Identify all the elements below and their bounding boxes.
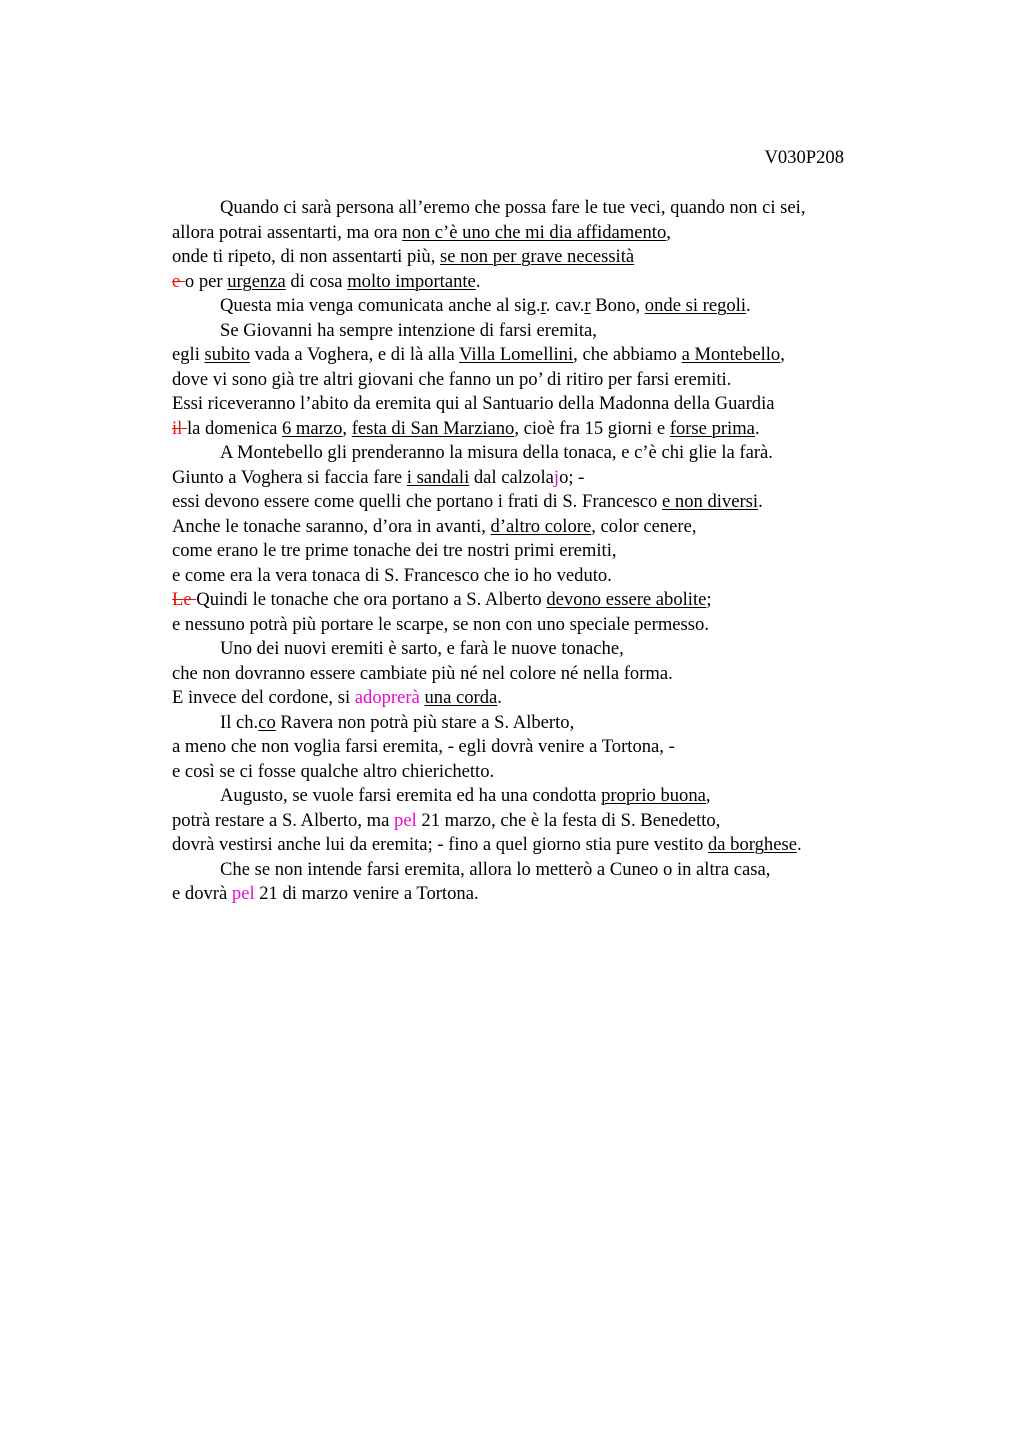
text-run: e nessuno potrà più portare le scarpe, se non con uno speciale permesso.: [172, 613, 709, 635]
text-run: Se Giovanni ha sempre intenzione di farsi eremita,: [220, 319, 597, 341]
deleted-text: e: [172, 270, 185, 292]
text-line: [172, 662, 892, 687]
inserted-text: j: [553, 466, 560, 488]
text-line: [172, 245, 892, 270]
text-line: [172, 588, 892, 613]
text-line: [172, 343, 892, 368]
text-run: o; -: [559, 466, 585, 488]
deleted-text: il: [172, 417, 187, 439]
text-line: [172, 711, 892, 736]
text-line: [172, 686, 892, 711]
text-run: di cosa: [285, 270, 348, 292]
text-line: [172, 270, 892, 295]
text-run: e dovrà: [172, 883, 232, 904]
text-line: [172, 466, 892, 491]
underlined-text: subito: [204, 344, 250, 365]
text-run: essi devono essere come quelli che portano i frati di S. Francesco: [172, 491, 663, 512]
text-run: .: [497, 687, 502, 708]
underlined-text: devono essere abolite: [546, 589, 707, 610]
text-line: [172, 613, 892, 638]
inserted-text: adoprerà: [354, 687, 420, 708]
text-line: [172, 539, 892, 564]
underlined-text: a Montebello: [681, 344, 781, 365]
text-run: e così se ci fosse qualche altro chierichetto.: [172, 760, 495, 782]
text-run: Uno dei nuovi eremiti è sarto, e farà le nuove tonache,: [220, 638, 624, 659]
underlined-text: proprio buona: [601, 785, 706, 806]
text-line: [172, 735, 892, 760]
text-line: [172, 221, 892, 246]
underlined-text: urgenza: [227, 270, 286, 292]
text-line: [172, 833, 892, 858]
deleted-text: Le: [172, 589, 197, 610]
text-line: [172, 858, 892, 883]
text-run: la domenica: [186, 417, 282, 439]
underlined-text: Villa Lomellini: [459, 344, 574, 365]
text-run: Giunto a Voghera si faccia fare: [172, 466, 407, 488]
inserted-text: pel: [231, 883, 255, 904]
text-run: . cav.: [545, 295, 585, 316]
text-run: .: [796, 834, 802, 855]
text-run: .: [758, 491, 763, 512]
underlined-text: molto importante: [347, 270, 476, 292]
underlined-text: non c’è uno che mi dia affidamento: [402, 221, 667, 243]
text-run: A Montebello gli prenderanno la misura della tonaca, e c’è chi glie la farà.: [220, 442, 773, 463]
letter-body: [172, 196, 892, 907]
text-run: .: [754, 417, 760, 439]
text-run: che non dovranno essere cambiate più né nel colore né nella forma.: [172, 662, 673, 684]
text-line: [172, 490, 892, 515]
text-run: Questa mia venga comunicata anche al sig.: [220, 295, 541, 316]
text-line: [172, 515, 892, 540]
text-run: Quando ci sarà persona all’eremo che possa fare le tue veci, quando non ci sei,: [220, 197, 806, 218]
text-line: [172, 760, 892, 785]
text-run: Ravera non potrà più stare a S. Alberto,: [275, 711, 575, 733]
text-run: onde ti ripeto, di non assentarti più,: [172, 246, 441, 267]
text-line: [172, 441, 892, 466]
text-run: , che abbiamo: [573, 344, 682, 365]
text-run: ,: [342, 417, 352, 439]
text-run: vada a Voghera, e di là alla: [250, 344, 460, 365]
text-run: Quindi le tonache che ora portano a S. Alberto: [196, 589, 547, 610]
text-run: ,: [780, 344, 785, 365]
text-line: [172, 564, 892, 589]
page-reference-id: V030P208: [764, 147, 844, 168]
text-line: [172, 196, 892, 221]
underlined-text: una corda: [424, 687, 498, 708]
text-line: [172, 882, 892, 907]
text-run: Che se non intende farsi eremita, allora lo metterò a Cuneo o in altra casa,: [220, 858, 771, 880]
text-run: .: [475, 270, 481, 292]
underlined-text: se non per grave necessità: [440, 246, 635, 267]
text-run: o per: [184, 270, 228, 292]
text-line: [172, 319, 892, 344]
text-run: ,: [666, 221, 671, 243]
text-run: allora potrai assentarti, ma ora: [172, 221, 403, 243]
text-run: Essi riceveranno l’abito da eremita qui al Santuario della Madonna della Guardia: [172, 393, 775, 414]
text-run: Augusto, se vuole farsi eremita ed ha una condotta: [220, 785, 602, 806]
text-line: [172, 809, 892, 834]
inserted-text: pel: [394, 809, 417, 831]
text-run: Bono,: [590, 295, 645, 316]
underlined-text: festa di San Marziano: [351, 417, 515, 439]
text-run: ,: [705, 785, 711, 806]
underlined-text: onde si regoli: [644, 295, 747, 316]
text-line: [172, 368, 892, 393]
text-line: [172, 294, 892, 319]
underlined-text: r: [540, 295, 546, 316]
underlined-text: forse prima: [669, 417, 755, 439]
text-run: come erano le tre prime tonache dei tre nostri primi eremiti,: [172, 540, 617, 561]
underlined-text: r: [584, 295, 591, 316]
text-line: [172, 784, 892, 809]
text-line: [172, 637, 892, 662]
underlined-text: e non diversi: [662, 491, 759, 512]
text-run: , cioè fra 15 giorni e: [514, 417, 670, 439]
text-line: [172, 417, 892, 442]
text-run: dove vi sono già tre altri giovani che fanno un po’ di ritiro per farsi eremiti.: [172, 368, 732, 390]
text-run: dal calzola: [469, 466, 554, 488]
text-run: a meno che non voglia farsi eremita, - egli dovrà venire a Tortona, -: [172, 736, 675, 757]
text-run: potrà restare a S. Alberto, ma: [172, 809, 395, 831]
underlined-text: i sandali: [406, 466, 470, 488]
underlined-text: co: [258, 711, 276, 733]
text-line: [172, 392, 892, 417]
underlined-text: d’altro colore: [490, 515, 592, 537]
text-run: Il ch.: [220, 711, 259, 733]
text-run: egli: [172, 344, 205, 365]
text-run: 21 di marzo venire a Tortona.: [254, 883, 479, 904]
text-run: e come era la vera tonaca di S. Francesco che io ho veduto.: [172, 564, 612, 586]
text-run: .: [746, 295, 751, 316]
underlined-text: 6 marzo: [281, 417, 343, 439]
text-run: ;: [706, 589, 712, 610]
text-run: dovrà vestirsi anche lui da eremita; - fino a quel giorno stia pure vestito: [172, 834, 708, 855]
text-run: 21 marzo, che è la festa di S. Benedetto,: [416, 809, 721, 831]
text-run: , color cenere,: [591, 515, 697, 537]
text-run: E invece del cordone, si: [172, 687, 355, 708]
text-run: Anche le tonache saranno, d’ora in avanti,: [172, 515, 491, 537]
underlined-text: da borghese: [707, 834, 797, 855]
